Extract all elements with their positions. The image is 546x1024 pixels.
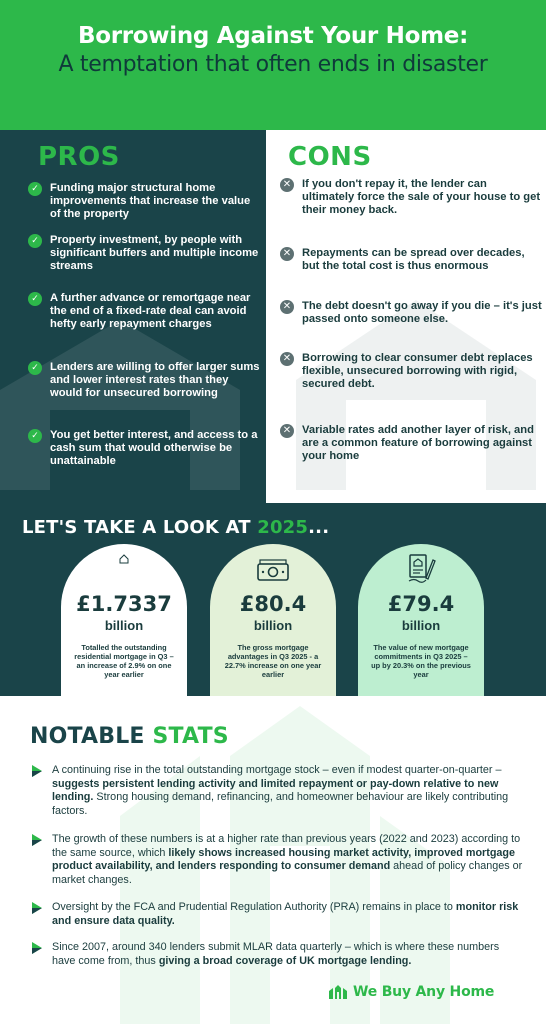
house-icon [119,554,129,564]
pros-item-text: Funding major structural home improvements that increase the value of the property [50,182,251,221]
notable-stats-title [30,724,229,749]
cons-item-text: The debt doesn't go away if you die – it's just passed onto someone else. [302,300,542,326]
cons-item [280,247,542,300]
stat-unit: billion [253,618,293,633]
notable-item-text [52,764,524,833]
notable-item-pre: Oversight by the FCA and Prudential Regulation Authority (PRA) remains in place to [52,901,456,913]
stat-unit: billion [401,618,441,633]
cons-item-text: Repayments can be spread over decades, but the total cost is thus enormous [302,247,525,273]
pros-item [28,234,260,292]
cross-icon: ✕ [280,352,294,366]
play-arrow-icon [30,941,44,955]
cross-icon: ✕ [280,424,294,438]
pros-item [28,292,260,361]
card-icon-area [61,544,187,584]
check-icon: ✓ [28,292,42,306]
notable-item-pre: A continuing rise in the total outstanding mortgage stock – even if modest quarter-on-quarter – [52,764,502,776]
notable-item [30,833,524,901]
notable-item-bold: giving a broad coverage of UK mortgage lending. [158,954,412,967]
cross-icon: ✕ [280,247,294,261]
stat-value: £80.4 [239,592,307,616]
cons-heading: CONS [288,142,372,172]
stat-description: Totalled the outstanding residential mortgage in Q3 – an increase of 2.9% on one year earlier [74,643,174,679]
pros-item-text: Property investment, by people with significant buffers and multiple income streams [50,234,259,273]
notable-item-post: ahead of policy changes or market changes. [52,860,523,886]
brand-logo [328,984,494,1000]
pros-heading: PROS [38,142,120,172]
brand-logo-icon [328,984,348,1000]
pros-item [28,429,260,483]
pros-list [28,182,260,483]
cross-icon: ✕ [280,300,294,314]
year-title-year: 2025 [257,517,309,538]
notable-item-post: Strong housing demand, refinancing, and homeowner behaviour are likely contributing factors. [52,791,509,817]
cons-list [280,178,542,480]
money-icon [256,554,290,584]
notable-item-pre: The growth of these numbers is at a higher rate than previous years (2022 and 2023) according to the same source, which [52,833,521,859]
notable-item [30,901,524,941]
brand-name: We Buy Any Home [353,984,495,1000]
year-title-suffix: ... [308,517,330,538]
notable-stats-section [0,696,546,1024]
card-icon-area [358,544,484,584]
notable-item [30,764,524,833]
stat-description: The gross mortgage advantages in Q3 2025 - a 22.7% increase on one year earlier [224,643,322,679]
notable-item-bold: monitor risk and ensure data quality. [52,901,519,927]
cons-panel [266,130,546,503]
check-icon: ✓ [28,234,42,248]
notable-stats-list [30,764,524,981]
notable-item-text [52,833,524,901]
pros-item [28,182,260,234]
notable-item-text [52,941,524,981]
pros-panel [0,130,266,503]
header-banner [0,0,546,130]
page-subtitle: A temptation that often ends in disaster [58,52,488,77]
pros-item-text: You get better interest, and access to a cash sum that would otherwise be unattainable [50,429,258,468]
cons-item [280,300,542,352]
cons-item-text: Borrowing to clear consumer debt replaces flexible, unsecured borrowing with rigid, secured debt. [302,352,533,391]
contract-icon [406,552,436,584]
notable-item-pre: Since 2007, around 340 lenders submit MLAR data quarterly – which is where these numbers have come from, thus [52,941,500,967]
notable-title-accent: STATS [152,724,229,749]
play-arrow-icon [30,764,44,778]
pros-item [28,361,260,429]
notable-item [30,941,524,981]
play-arrow-icon [30,833,44,847]
stat-value: £79.4 [387,592,455,616]
year-title-prefix: LET'S TAKE A LOOK AT [22,517,258,538]
cross-icon: ✕ [280,178,294,192]
notable-item-bold: likely shows increased housing market activity, improved mortgage product availability, and lenders responding to consumer demand [52,846,516,873]
play-arrow-icon [30,901,44,915]
page-title: Borrowing Against Your Home: [77,23,468,49]
card-icon-area [210,544,336,584]
check-icon: ✓ [28,182,42,196]
cons-item-text: Variable rates add another layer of risk, and are a common feature of borrowing against your home [302,424,534,463]
stat-card [358,544,484,696]
pros-item-text: Lenders are willing to offer larger sums and lower interest rates than they would for unsecured borrowing [50,361,260,400]
cons-item [280,178,542,247]
stat-description: The value of new mortgage commitments in Q3 2025 – up by 20.3% on the previous year [371,643,471,679]
notable-item-text [52,901,524,941]
year-section-title [22,517,329,538]
stat-unit: billion [104,618,144,633]
pros-item-text: A further advance or remortgage near the end of a fixed-rate deal can avoid hefty early repayment charges [50,292,251,331]
cons-item [280,352,542,424]
cons-item [280,424,542,480]
stat-card [61,544,187,696]
stat-card [210,544,336,696]
stat-value: £1.7337 [76,592,172,616]
check-icon: ✓ [28,429,42,443]
check-icon: ✓ [28,361,42,375]
cons-item-text: If you don't repay it, the lender can ultimately force the sale of your house to get their money back. [302,178,541,217]
notable-item-bold: suggests persistent lending activity and limited repayment or pay-down relative to new lending. [52,777,499,804]
notable-title-prefix: NOTABLE [30,724,153,749]
